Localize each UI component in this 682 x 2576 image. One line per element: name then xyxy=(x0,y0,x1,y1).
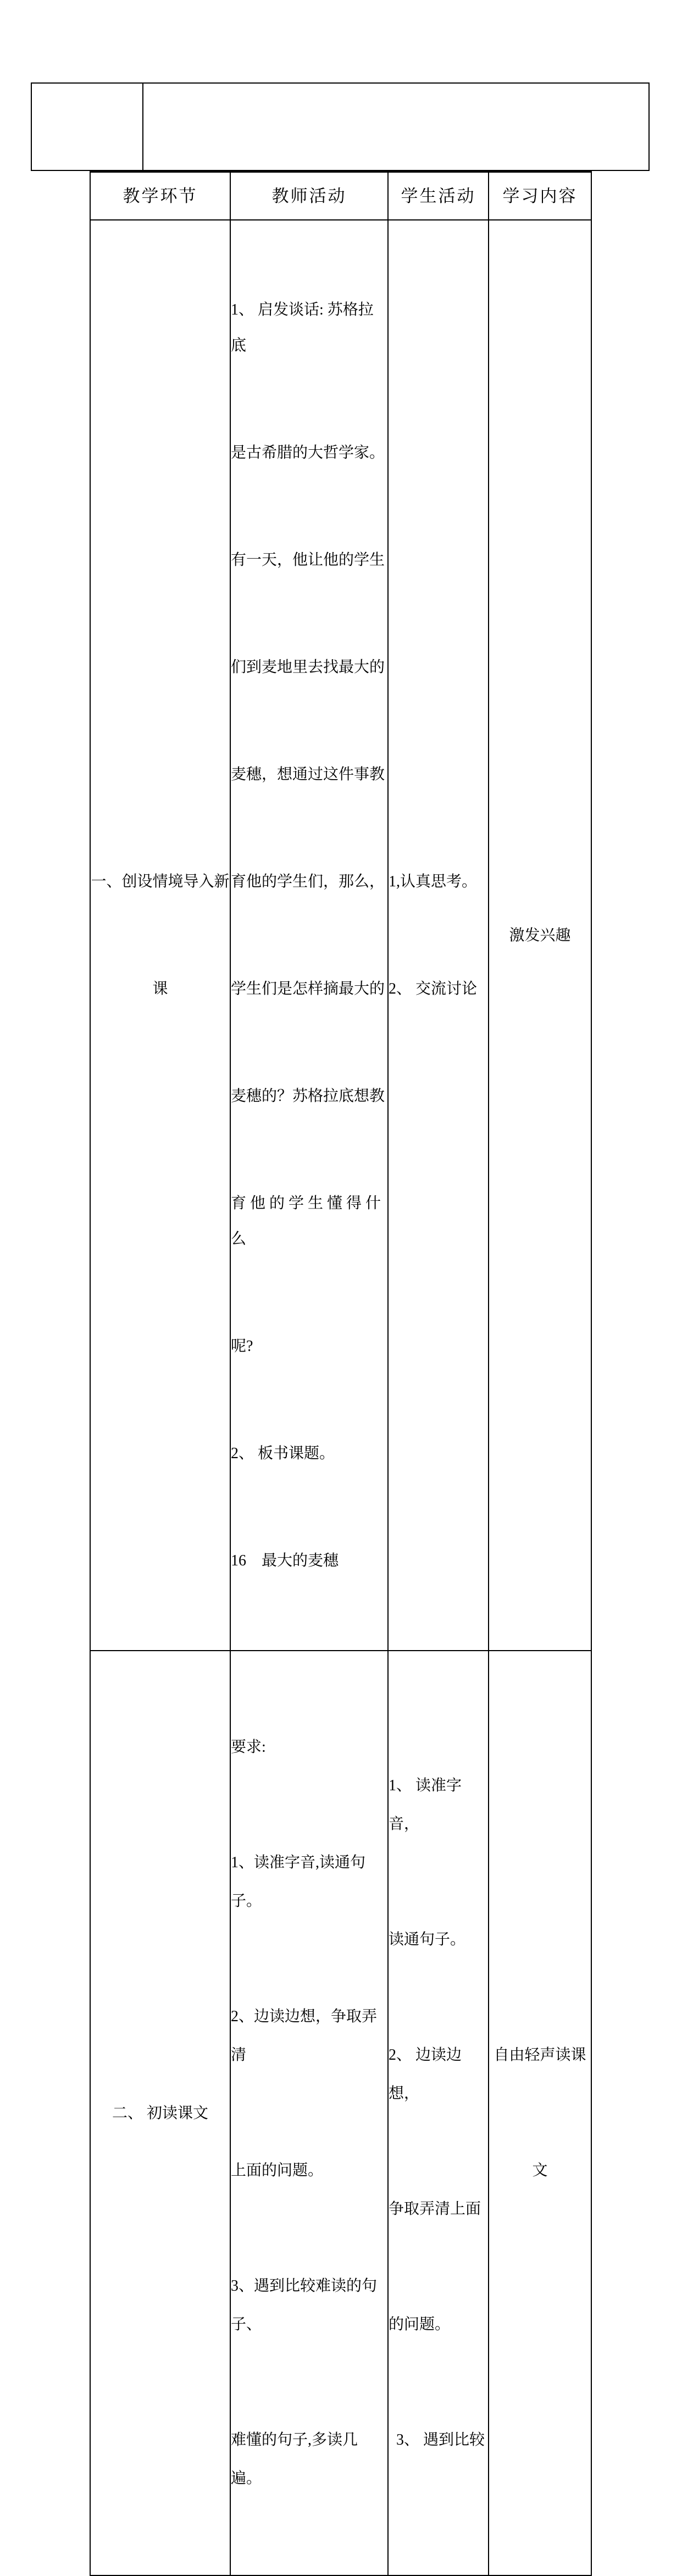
text-line: 文 xyxy=(532,2162,548,2179)
upper-table-cell-left xyxy=(31,82,143,171)
table-row xyxy=(90,220,591,1651)
lesson-plan-table xyxy=(90,170,592,2576)
header-student-activity: 学生活动 xyxy=(388,172,489,220)
text-line: 课 xyxy=(152,980,168,997)
table-header-row xyxy=(90,172,591,220)
text-line: 1,认真思考。 xyxy=(389,873,478,890)
stage-cell-row1 xyxy=(90,220,230,1651)
text-line: 有一天，他让他的学生 xyxy=(231,551,385,569)
content-cell-row1 xyxy=(489,220,591,1651)
teacher-cell-row1 xyxy=(230,220,388,1651)
student-cell-row2 xyxy=(388,1651,489,2575)
text-line: 上面的问题。 xyxy=(231,2162,324,2179)
text-line: 2、边读边想，争取弄清 xyxy=(231,2008,378,2064)
text-line: 育他的学生们，那么， xyxy=(231,873,385,890)
text-line: 一、创设情境导入新 xyxy=(91,873,230,890)
text-line: 自由轻声读课 xyxy=(494,2047,586,2064)
text-line: 2、 边读边想， xyxy=(389,2047,462,2102)
text-line: 要求: xyxy=(231,1739,266,1756)
text-line: 呢? xyxy=(231,1338,253,1355)
text-line: 争取弄清上面 xyxy=(389,2200,481,2218)
header-teaching-stage: 教学环节 xyxy=(90,172,230,220)
upper-empty-table xyxy=(31,82,650,171)
text-line: 读通句子。 xyxy=(389,1931,466,1948)
student-cell-row1 xyxy=(388,220,489,1651)
text-line: 二、 初读课文 xyxy=(112,2104,208,2122)
content-cell-row2 xyxy=(489,1651,591,2575)
text-line: 3、 遇到比较 xyxy=(389,2431,485,2448)
text-line: 激发兴趣 xyxy=(509,926,571,944)
text-line: 1、 读准字音， xyxy=(389,1777,462,1833)
header-learning-content: 学习内容 xyxy=(489,172,591,220)
text-line: 育 他 的 学 生 懂 得 什 么 xyxy=(231,1195,385,1248)
teacher-cell-row2 xyxy=(230,1651,388,2575)
table-row xyxy=(90,1651,591,2575)
text-line: 是古希腊的大哲学家。 xyxy=(231,444,385,461)
text-line: 3、遇到比较难读的句子、 xyxy=(231,2277,378,2333)
text-line: 的问题。 xyxy=(389,2316,451,2333)
text-line: 1、 启发谈话: 苏格拉底 xyxy=(231,301,374,354)
text-line: 们到麦地里去找最大的 xyxy=(231,659,385,676)
text-line: 2、 交流讨论 xyxy=(389,980,478,997)
upper-table-cell-right xyxy=(143,82,650,171)
text-line: 难懂的句子,多读几遍。 xyxy=(231,2431,358,2487)
text-line: 16 最大的麦穗 xyxy=(231,1552,339,1569)
text-line: 1、读准字音,读通句子。 xyxy=(231,1854,366,1910)
header-teacher-activity: 教师活动 xyxy=(230,172,388,220)
stage-cell-row2 xyxy=(90,1651,230,2575)
text-line: 学生们是怎样摘最大的 xyxy=(231,980,385,997)
text-line: 麦穗的？苏格拉底想教 xyxy=(231,1088,385,1105)
text-line: 麦穗，想通过这件事教 xyxy=(231,766,385,783)
text-line: 2、 板书课题。 xyxy=(231,1445,335,1462)
